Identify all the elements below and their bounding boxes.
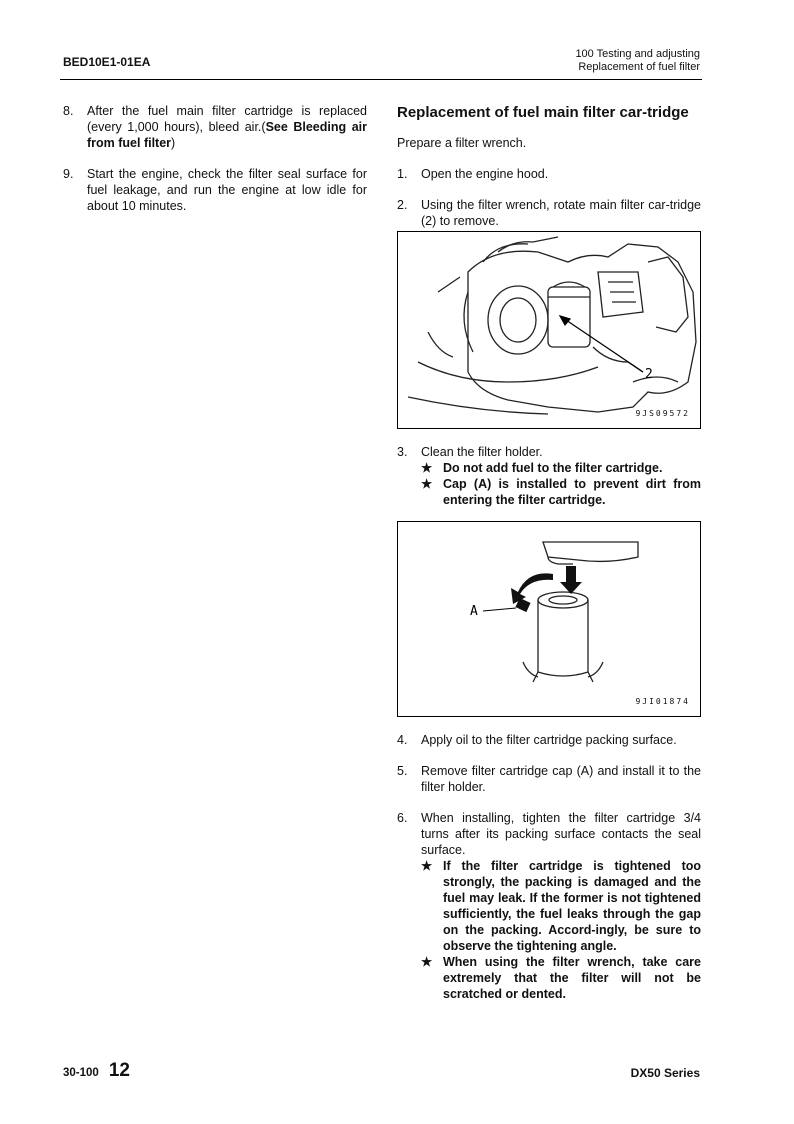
step-4 <box>397 732 701 748</box>
filter-cartridge-illustration <box>398 522 700 716</box>
step-number: 2. <box>397 198 408 212</box>
step-8-tail: ) <box>171 136 176 150</box>
step-text: Remove filter cartridge cap (A) and install it to the filter holder. <box>421 764 701 794</box>
step-number: 4. <box>397 733 408 747</box>
figure-fuel-filter-location <box>397 231 701 429</box>
step-number: 1. <box>397 167 408 181</box>
note-text: If the filter cartridge is tightened too strongly, the packing is damaged and the fuel may leak. If the former is not tightened sufficiently, the fuel leaks through the gap on the packing. Accord-ingly, be sure to observe the tightening angle. <box>443 859 701 953</box>
caution-note <box>421 460 701 476</box>
step-number: 9. <box>63 167 74 181</box>
caution-note <box>421 954 701 1002</box>
step-5 <box>397 763 701 795</box>
page-reference: 30-100 <box>63 1067 99 1079</box>
star-icon: ★ <box>421 477 433 491</box>
step-3-text: Clean the filter holder. <box>421 445 543 459</box>
section-title: 100 Testing and adjusting <box>575 48 700 60</box>
step-number: 3. <box>397 445 408 459</box>
step-8-text: After the fuel main filter cartridge is replaced (every 1,000 hours), bleed air.( <box>87 104 367 134</box>
figure-code: 9JS09572 <box>635 409 690 418</box>
page-footer-left <box>63 1060 130 1082</box>
step-6-notes <box>421 858 701 1002</box>
step-number: 5. <box>397 764 408 778</box>
step-text <box>421 444 701 508</box>
page-number: 12 <box>108 1060 130 1081</box>
document-code: BED10E1-01EA <box>63 55 151 69</box>
header-rule <box>60 79 702 80</box>
callout-a: A <box>470 604 478 619</box>
step-3 <box>397 444 701 508</box>
subsection-title: Replacement of fuel filter <box>578 61 700 73</box>
step-6-text: When installing, tighten the filter cartridge 3/4 turns after its packing surface contacts the seal surface. <box>421 811 701 857</box>
star-icon: ★ <box>421 955 433 969</box>
star-icon: ★ <box>421 461 433 475</box>
step-text <box>421 810 701 1002</box>
engine-illustration <box>398 232 700 428</box>
prepare-note: Prepare a filter wrench. <box>397 136 527 150</box>
figure-code: 9JI01874 <box>635 697 690 706</box>
right-column <box>397 103 701 1017</box>
series-label: DX50 Series <box>630 1066 700 1080</box>
header-section <box>575 48 700 74</box>
star-icon: ★ <box>421 859 433 873</box>
step-number: 6. <box>397 811 408 825</box>
caution-note <box>421 858 701 954</box>
note-text: Cap (A) is installed to prevent dirt from entering the filter cartridge. <box>443 477 701 507</box>
left-column <box>63 103 367 229</box>
step-6 <box>397 810 701 1002</box>
step-text <box>87 103 367 151</box>
step-3-notes <box>421 460 701 508</box>
callout-2: 2 <box>645 367 653 382</box>
step-text: Open the engine hood. <box>421 167 549 181</box>
step-text: Apply oil to the filter cartridge packing surface. <box>421 733 677 747</box>
step-8 <box>63 103 367 151</box>
caution-note <box>421 476 701 508</box>
step-text: Start the engine, check the filter seal surface for fuel leakage, and run the engine at low idle for about 10 minutes. <box>87 167 367 213</box>
figure-filter-cap <box>397 521 701 717</box>
step-text: Using the filter wrench, rotate main filter car-tridge (2) to remove. <box>421 198 701 228</box>
step-1 <box>397 166 701 182</box>
step-9 <box>63 166 367 214</box>
procedure-heading: Replacement of fuel main filter car-tridge <box>397 104 689 121</box>
step-2 <box>397 197 701 229</box>
note-text: When using the filter wrench, take care extremely that the filter will not be scratched or dented. <box>443 955 701 1001</box>
note-text: Do not add fuel to the filter cartridge. <box>443 461 663 475</box>
cross-reference: See Bleeding air from fuel filter <box>87 120 367 150</box>
step-number: 8. <box>63 104 74 118</box>
